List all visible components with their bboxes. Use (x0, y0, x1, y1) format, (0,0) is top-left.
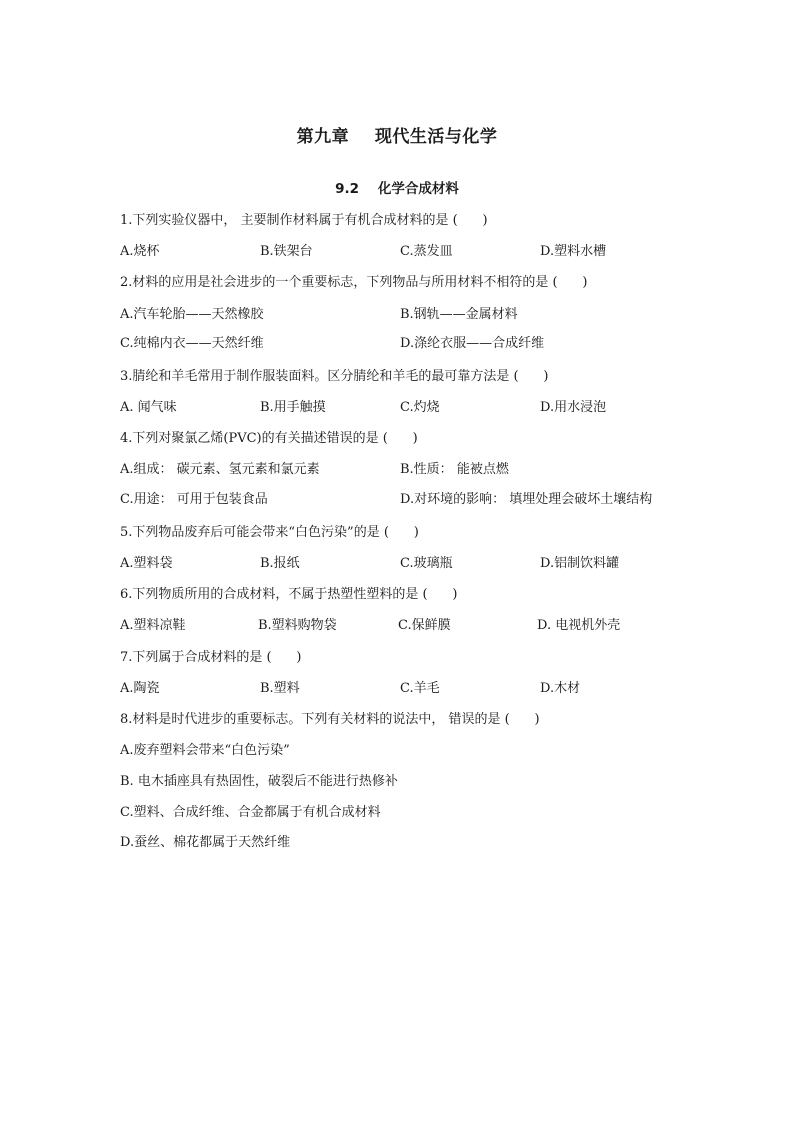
question-2-option-c: C.纯棉内衣——天然纤维 (120, 336, 264, 351)
question-1-stem: 1.下列实验仪器中， 主要制作材料属于有机合成材料的是 ( ) (120, 213, 488, 228)
question-8-option-d: D.蚕丝、棉花都属于天然纤维 (120, 835, 291, 850)
question-3-option-a: A. 闻气味 (120, 400, 177, 415)
question-7-option-a: A.陶瓷 (120, 681, 160, 696)
question-4-option-b: B.性质： 能被点燃 (400, 462, 509, 477)
question-5-option-d: D.铝制饮料罐 (540, 556, 620, 571)
question-4-stem: 4.下列对聚氯乙烯(PVC)的有关描述错误的是 ( ) (120, 431, 418, 446)
question-2-stem: 2.材料的应用是社会进步的一个重要标志，下列物品与所用材料不相符的是 ( ) (120, 275, 588, 290)
question-6-option-b: B.塑料购物袋 (258, 618, 337, 633)
question-4-option-c: C.用途： 可用于包装食品 (120, 492, 268, 507)
question-1-option-c: C.蒸发皿 (400, 244, 453, 259)
question-8-stem: 8.材料是时代进步的重要标志。下列有关材料的说法中， 错误的是 ( ) (120, 712, 540, 727)
question-5-stem: 5.下列物品废弃后可能会带来“白色污染”的是 ( ) (120, 525, 419, 540)
question-3-option-c: C.灼烧 (400, 400, 440, 415)
question-5-option-c: C.玻璃瓶 (400, 556, 453, 571)
question-5-option-a: A.塑料袋 (120, 556, 173, 571)
question-4-option-a: A.组成： 碳元素、氢元素和氯元素 (120, 462, 320, 477)
question-3-option-b: B.用手触摸 (260, 400, 326, 415)
question-6-stem: 6.下列物质所用的合成材料，不属于热塑性塑料的是 ( ) (120, 587, 458, 602)
question-1-option-a: A.烧杯 (120, 244, 160, 259)
question-1-option-d: D.塑料水槽 (540, 244, 607, 259)
question-7-option-d: D.木材 (540, 681, 581, 696)
question-2-option-d: D.涤纶衣服——合成纤维 (400, 336, 545, 351)
question-5-option-b: B.报纸 (260, 556, 300, 571)
question-3-stem: 3.腈纶和羊毛常用于制作服装面料。区分腈纶和羊毛的最可靠方法是 ( ) (120, 369, 549, 384)
question-2-option-b: B.钢轨——金属材料 (400, 307, 518, 322)
question-6-option-a: A.塑料凉鞋 (120, 618, 186, 633)
question-7-option-c: C.羊毛 (400, 681, 440, 696)
question-6-option-d: D. 电视机外壳 (537, 618, 621, 633)
question-7-option-b: B.塑料 (260, 681, 300, 696)
chapter-title: 第九章 现代生活与化学 (296, 127, 498, 147)
question-8-option-b: B. 电木插座具有热固性，破裂后不能进行热修补 (120, 774, 398, 789)
question-3-option-d: D.用水浸泡 (540, 400, 607, 415)
section-title: 9.2 化学合成材料 (335, 181, 459, 197)
question-2-option-a: A.汽车轮胎——天然橡胶 (120, 307, 264, 322)
question-8-option-a: A.废弃塑料会带来“白色污染” (120, 743, 290, 758)
question-1-option-b: B.铁架台 (260, 244, 313, 259)
question-4-option-d: D.对环境的影响： 填埋处理会破坏土壤结构 (400, 492, 653, 507)
question-8-option-c: C.塑料、合成纤维、合金都属于有机合成材料 (120, 805, 381, 820)
question-7-stem: 7.下列属于合成材料的是 ( ) (120, 650, 302, 665)
question-6-option-c: C.保鲜膜 (398, 618, 451, 633)
